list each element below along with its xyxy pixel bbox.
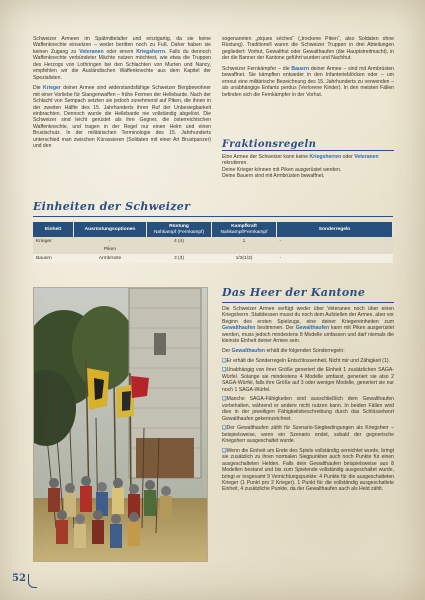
col-kampfkraft-label: Kampfkraft <box>231 224 257 229</box>
heer-paragraph-1 <box>222 306 394 345</box>
term-gewalthaufen: Gewalthaufen <box>222 325 256 332</box>
heer-paragraph-2 <box>222 348 394 354</box>
text-span: . Falls du dennoch Waffenknechte verbündeter Mächte nutzen möchtest, wie etwa die Truppen des Herzogs von Lothringen bei den Schlachten von Murten und Nancy, empfehlen wir die Ausländischen Waffenknechte aus dem Kapitel der Spezialisten. <box>33 48 211 81</box>
term-krieger: Krieger <box>43 85 61 92</box>
text-span: erhält die folgenden Sonderregeln: <box>265 347 345 354</box>
fraktionsregeln-text <box>222 154 394 180</box>
heer-bullet <box>222 425 394 444</box>
text-span: Die Schweizer Armee verfügt weder über Veteranen noch über einen Kriegsherrn. Stattdessen musst du noch dem Aufstellen der Armee, aber vor Beginn des ersten Spielzugs, eine deiner Kriegereinheiten zum <box>222 306 394 325</box>
intro-paragraph-4 <box>222 66 394 98</box>
term-bauern: Bauern <box>291 65 309 72</box>
term-veteranen: Veteranen <box>79 48 104 55</box>
text-span: Schweizer Fernkämpfer – die <box>222 65 292 72</box>
term-kriegsherren: Kriegsherren <box>309 154 342 160</box>
col-ruestung-label: Rüstung <box>169 224 189 229</box>
cell-ruestung <box>147 246 212 255</box>
text-span: Die <box>33 85 44 92</box>
term-kriegsherr: Kriegsherrn <box>136 48 166 55</box>
bullet-icon: ❑ <box>222 367 227 374</box>
text-span: deiner Armee – sind mit Armbrüsten bewaffnet. Sie kämpften entweder in den Infanterieblöcken oder – um erneut eine militärische Bezeichnung des 15. Jahrhunderts zu verwenden – als unabhängige Enfants perdus (Verlorene Kinder). In den meisten Fällen befinden sich die Fernkämpfer in der Vorhut. <box>222 65 394 98</box>
bullet-text: Manche SAGA-Fähigkeiten sind ausschließlich dem Gewalthaufen vorbehalten, während er andere nicht nutzen kann. In beiden Fällen wird dies in der jeweiligen Fähigkeitsbeschreibung durch das Schlüsselwort Gewalthaufen gekennzeichnet. <box>222 396 394 422</box>
cell-sonderregeln <box>277 246 393 255</box>
col-ruestung <box>147 222 212 237</box>
text-span: Eine Armee der Schweizer kann keine <box>222 154 310 160</box>
fraktionsregeln-heading: Fraktionsregeln <box>222 139 317 150</box>
bullet-text: Er erhält die Sonderregeln Entschlossenheit, Nicht mir und Zähigkeit (1). <box>226 357 390 364</box>
fraktion-rule-3: Deine Bauern sind mit Armbrüsten bewaffnet. <box>222 173 325 180</box>
heading-underline <box>222 150 394 151</box>
bullet-text: Unabhängig von ihrer Größe generiert die Einheit 1 zusätzlichen SAGA-Würfel. Solange sie mindestens 4 Modelle umfasst, generiert sie also 2 SAGA-Würfel, falls ihre Größe auf 3 oder weniger Modelle, generiert sie nur noch 1 SAGA-Würfel. <box>222 367 394 393</box>
units-table-header <box>33 222 393 237</box>
col-ruestung-sub: Nahkampf (Fernkampf) <box>153 229 205 235</box>
cell-sonderregeln: - <box>277 237 393 246</box>
text-span: rekrutieren. <box>222 160 248 167</box>
bullet-text: Der Gewalthaufen zählt für Szenario-Siegbedingungen als Kriegsherr – beispielsweise, wenn ein Szenario endet, sobald der gegnerische Kriegsherr ausgeschaltet wurde. <box>222 425 394 445</box>
text-span: deiner Armee sind widerstandsfähige Schweizer Bergbewohner mit einer Vorliebe für Stangenwaffen – frühe Formen der Hellebarde. Nach der Schlacht von Sempach setzten sie jedoch zunehmend auf Piken, die ihnen in der zweiten Hälfte des 15. Jahrhunderts ihren Ruf der Unbesiegbarkeit einbrachten. Dennoch wurde die Hellebarde nie vollständig abgelöst. Die Schweizer sind leicht gerüstet als ihre Gegner, die österreichischen Waffenknechte, und tragen in der Regel nur einen Helm und einen Brustschutz. In der militärischen Terminologie des 15. Jahrhunderts unterschied man zwischen Kürassieren (Soldaten mit einer Art Brustpanzer) und den <box>33 85 211 150</box>
bullet-icon: ❑ <box>222 425 227 432</box>
cell-ruestung: 3 (3) <box>147 254 212 263</box>
cell-ausruestung: - <box>74 237 147 246</box>
text-span: Schweizer Armeen im Spätmittelalter und einzigartig, da sie keine Waffenknechte einsetzen – weder beritten noch zu Fuß. Daher haben sie keinen Zugang zu <box>33 36 211 55</box>
cell-kampfkraft <box>212 246 277 255</box>
heer-bullet <box>222 358 394 364</box>
heading-underline <box>33 216 393 217</box>
text-span: Der <box>222 347 232 354</box>
term-veteranen: Veteranen <box>354 154 379 160</box>
bullet-text: Wenn die Einheit am Ende des Spiels vollständig vernichtet wurde, bringt sie zusätzlich zu ihren normalen Siegpunkten auch noch Punkte für einen ausgeschalteten Helden. Falls dein Gewalthaufen beispielsweise aus 8 Modellen bestand und bis zum Spielende vollständig ausgeschaltet wurde, bringt er insgesamt 9 Vernichtungspunkte: 4 Punkte für die ausgeschalteten Krieger (1 Punkt pro 2 Krieger), 1 Punkt für die vollständig ausgeschaltete Einheit, 4 zusätzliche Punkte, da der Gewalthaufen auch als Held zählt. <box>222 447 394 493</box>
page-number: 52 <box>12 573 26 584</box>
cell-kampfkraft: 1 <box>212 237 277 246</box>
cell-einheit: Bauern <box>33 254 74 263</box>
heer-bullet <box>222 396 394 422</box>
intro-column-right <box>222 36 394 102</box>
miniatures-illustration <box>34 288 207 561</box>
table-row <box>33 246 393 255</box>
heer-column <box>222 306 394 496</box>
heer-bullet <box>222 367 394 393</box>
fraktion-rule-1 <box>222 154 394 167</box>
col-kampfkraft <box>212 222 277 237</box>
bullet-icon: ❑ <box>222 396 227 403</box>
heer-heading: Das Heer der Kantone <box>222 286 366 299</box>
table-row <box>33 254 393 263</box>
heer-bullet <box>222 448 394 493</box>
page-ornament <box>28 574 37 588</box>
col-ausruestung: Ausrüstungsoptionen <box>74 222 147 237</box>
units-table <box>33 222 393 263</box>
intro-paragraph-2 <box>33 85 211 150</box>
col-kampfkraft-sub: Nahkampf/Fernkampf <box>220 229 268 235</box>
bullet-icon: ❑ <box>222 357 227 364</box>
cell-sonderregeln: - <box>277 254 393 263</box>
bullet-icon: ❑ <box>222 447 227 454</box>
cell-kampfkraft: 1/3(1/2) <box>212 254 277 263</box>
cell-ruestung: 4 (4) <box>147 237 212 246</box>
einheiten-heading: Einheiten der Schweizer <box>33 200 191 213</box>
miniatures-photo <box>33 287 208 562</box>
fraktion-rule-2: Deine Krieger können mit Piken ausgerüstet werden. <box>222 166 342 173</box>
cell-einheit: Krieger <box>33 237 74 246</box>
intro-column-left <box>33 36 211 154</box>
text-span: bestimmen. Der <box>255 325 296 332</box>
cell-einheit <box>33 246 74 255</box>
cell-ausruestung: Armbrüste <box>74 254 147 263</box>
term-gewalthaufen: Gewalthaufen <box>231 347 266 354</box>
text-span: kann mit Piken ausgerüstet werden, muss jedoch mindestens 8 Modelle umfassen und darf niemals die kleinste Einheit deiner Armee sein. <box>222 325 395 345</box>
table-row <box>33 237 393 246</box>
col-einheit: Einheit <box>33 222 74 237</box>
text-span: oder <box>341 154 355 160</box>
heading-underline <box>222 302 394 303</box>
cell-ausruestung: Piken <box>74 246 147 255</box>
text-span: oder einem <box>103 48 137 55</box>
term-gewalthaufen: Gewalthaufen <box>295 325 330 332</box>
intro-paragraph-1 <box>33 36 211 81</box>
col-sonderregeln: Sonderregeln <box>277 222 393 237</box>
intro-paragraph-3: sogenannten „piques sèches“ („trockene Piken“, also Soldaten ohne Rüstung). Traditionell waren die Schweizer Truppen in drei Abteilungen gegliedert: Vorhut, Gewalthut oder Gewalthaufen (die Hauptstreitmacht), in der die Banner der Kantone geführt wurden und Nachhut. <box>222 36 394 62</box>
